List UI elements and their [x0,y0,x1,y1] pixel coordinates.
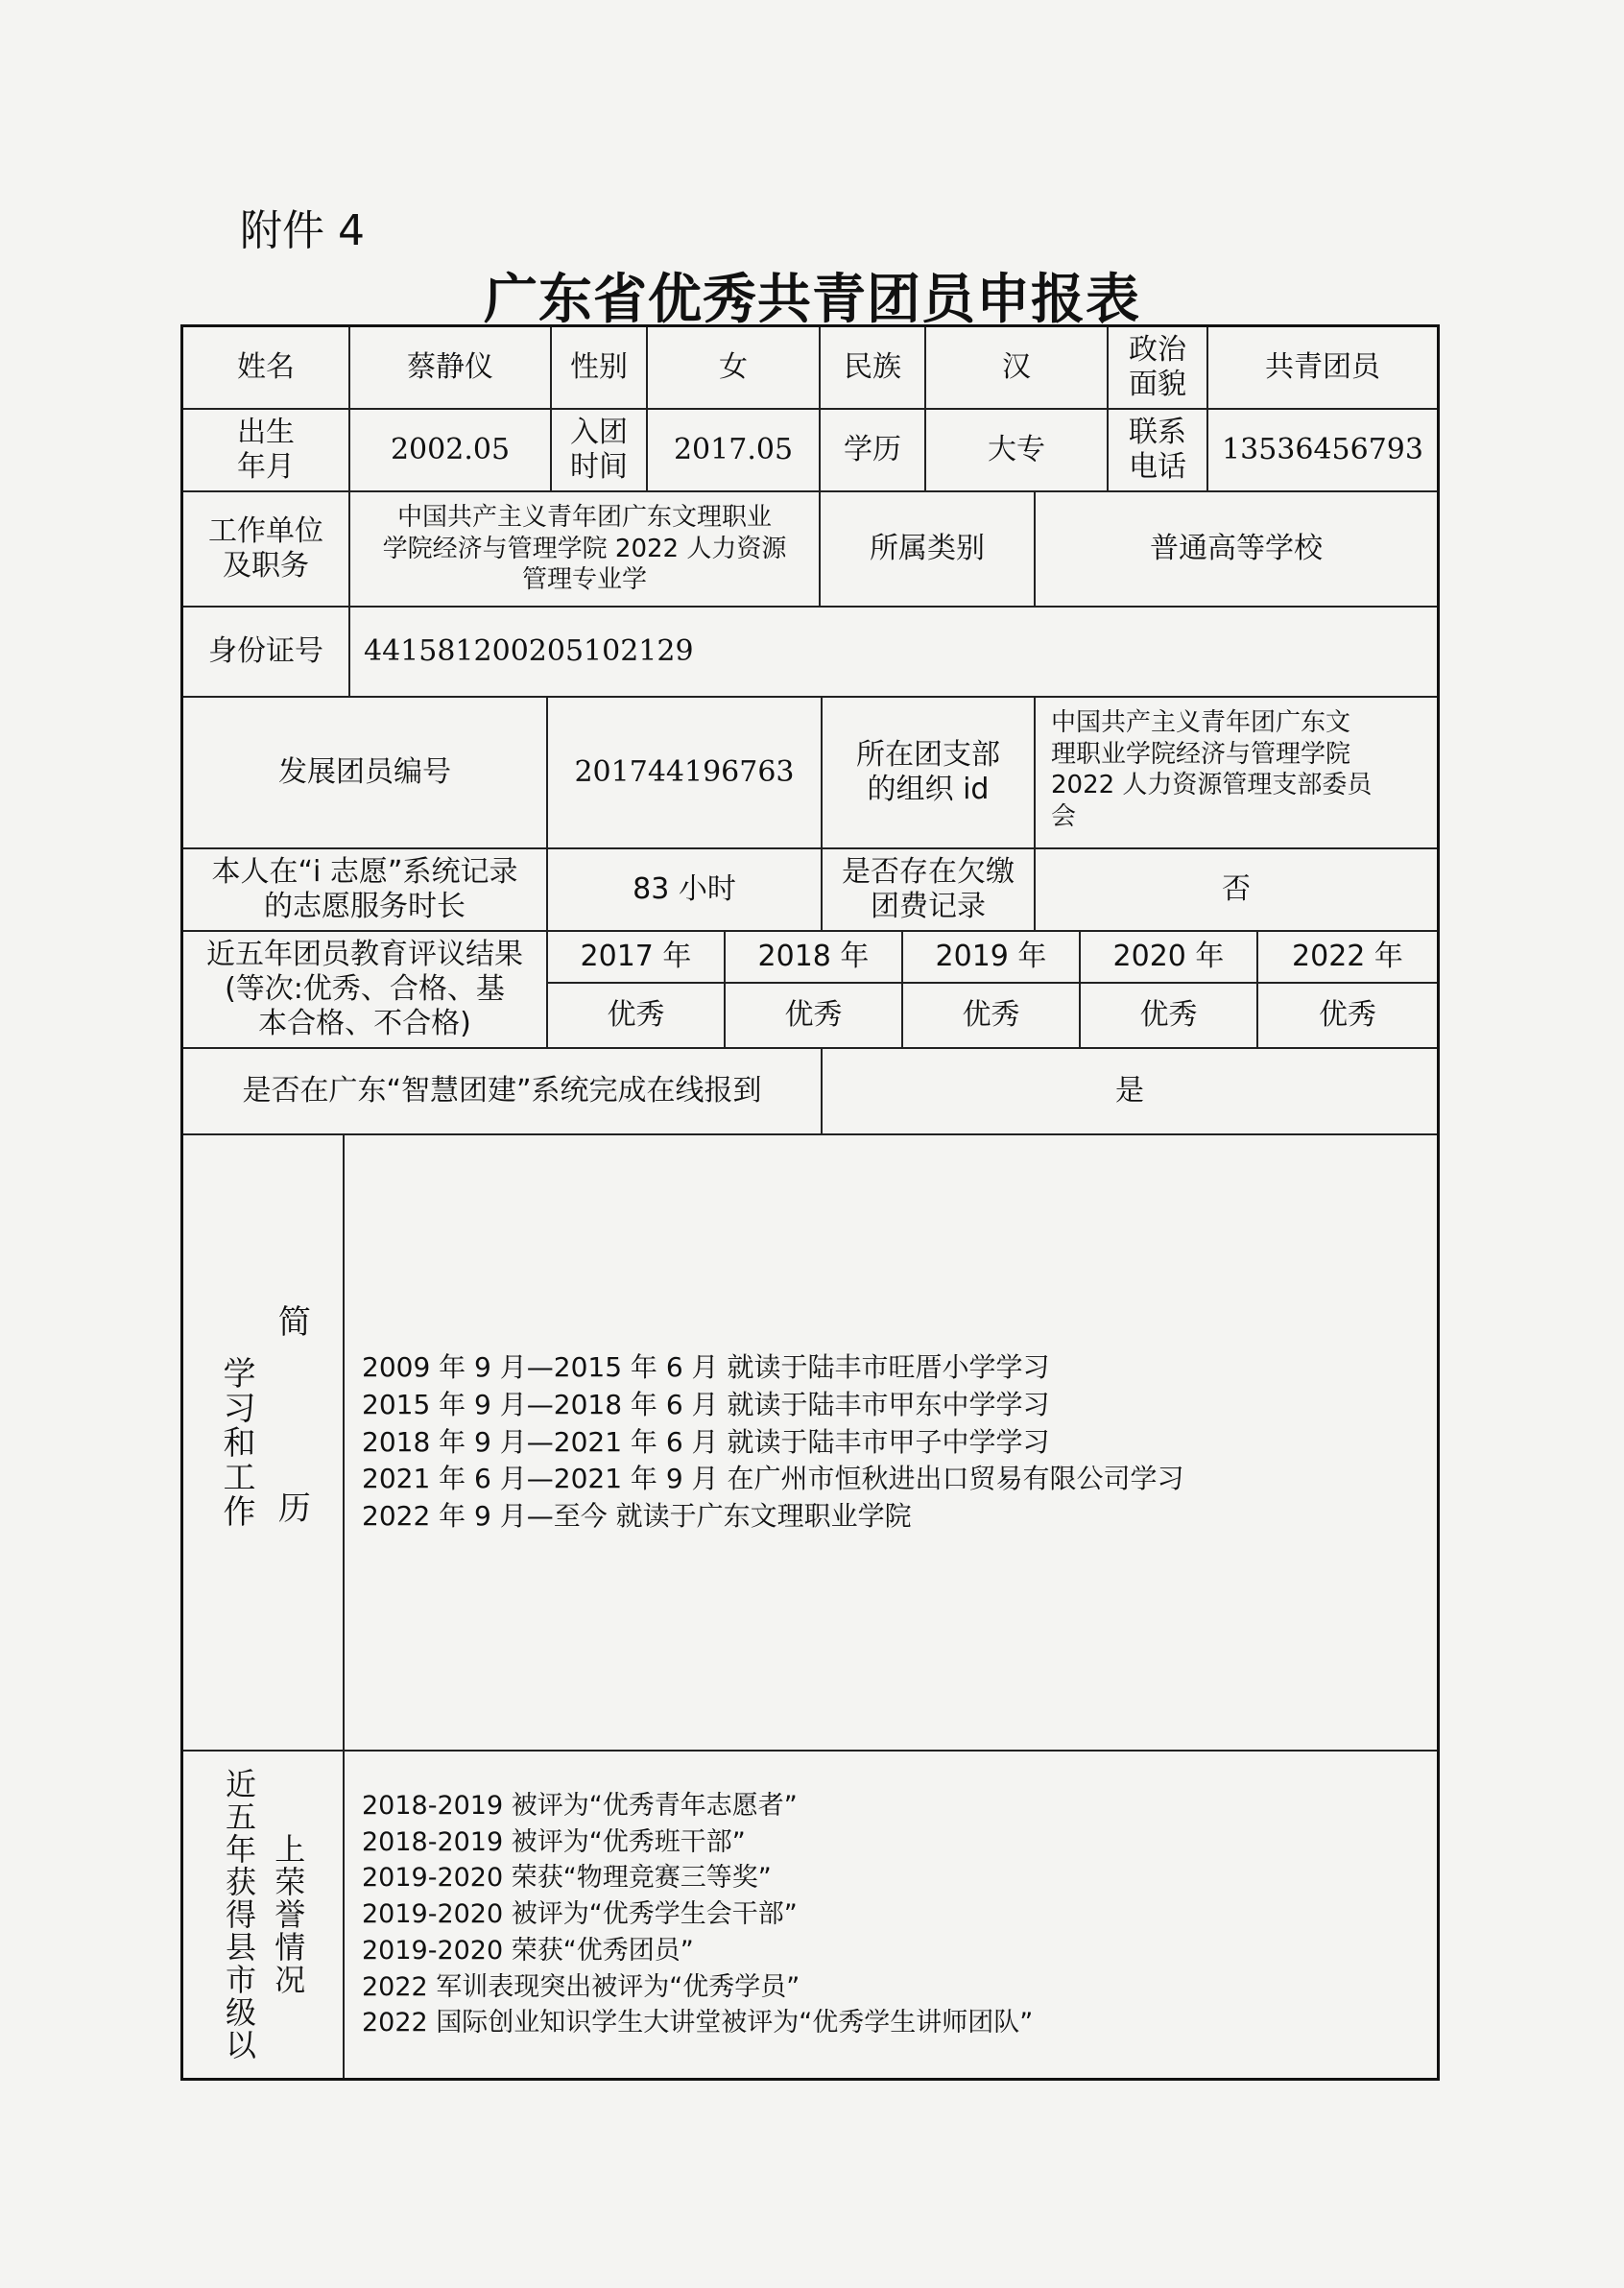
honors-label-right: 上荣誉情况 [270,1833,307,1996]
join-label [552,410,648,492]
evaluation-result: 优秀 [1258,984,1437,1049]
honor-item: 2018-2019 被评为“优秀青年志愿者” [362,1790,798,1821]
evaluation-year: 2020 年 [1081,932,1258,984]
evaluation-result: 优秀 [1081,984,1258,1049]
resume-content [345,1135,1437,1752]
political-label [1109,327,1208,410]
honors-label-left: 近五年获得县市级以 [221,1768,257,2062]
fee-label [823,849,1036,932]
form-title: 广东省优秀共青团员申报表 [484,268,1140,331]
resume-label-right: 简 历 [272,1304,311,1581]
checkin-label: 是否在广东“智慧团建”系统完成在线报到 [183,1049,823,1135]
evaluation-year: 2022 年 [1258,932,1437,984]
resume-label-left: 学习和工作 [217,1356,255,1529]
evaluation-result: 优秀 [903,984,1081,1049]
org-label-line1: 所在团支部 [856,738,1000,772]
work-value-line3: 管理专业学 [521,565,647,595]
birth-label-line1: 出生 [237,416,295,449]
work-label-line2: 及职务 [223,549,309,583]
work-label [183,492,350,608]
political-label-line1: 政治 [1129,333,1186,367]
application-form-table [180,324,1440,2081]
id-value: 441581200205102129 [350,608,1437,698]
org-value-line3: 2022 人力资源管理支部委员 [1051,771,1373,799]
honors-label [183,1752,345,2078]
political-label-line2: 面貌 [1129,368,1186,401]
volunteer-label [183,849,548,932]
checkin-value: 是 [823,1049,1437,1135]
gender-value: 女 [648,327,821,410]
join-label-line1: 入团 [570,416,628,449]
education-label: 学历 [821,410,926,492]
org-label [823,698,1036,849]
member-no-value: 201744196763 [548,698,823,849]
birth-label-line2: 年月 [237,450,295,484]
org-value-line1: 中国共产主义青年团广东文 [1051,708,1351,737]
join-label-line2: 时间 [570,450,628,484]
honor-item: 2019-2020 荣获“物理竞赛三等奖” [362,1863,772,1894]
work-value-line2: 学院经济与管理学院 2022 人力资源 [382,534,787,563]
honor-item: 2019-2020 被评为“优秀学生会干部” [362,1899,798,1930]
ethnicity-value: 汉 [926,327,1109,410]
volunteer-label-line2: 的志愿服务时长 [264,890,466,923]
phone-value: 13536456793 [1208,410,1437,492]
education-value: 大专 [926,410,1109,492]
gender-label: 性别 [552,327,648,410]
category-label: 所属类别 [821,492,1036,608]
work-label-line1: 工作单位 [208,514,323,548]
evaluation-year: 2018 年 [726,932,903,984]
member-no-label: 发展团员编号 [183,698,548,849]
fee-label-line2: 团费记录 [871,890,986,923]
evaluation-label-line1: 近五年团员教育评议结果 [206,938,523,971]
org-label-line2: 的组织 id [867,773,990,806]
resume-item: 2009 年 9 月—2015 年 6 月 就读于陆丰市旺厝小学学习 [362,1351,1050,1384]
org-value-line4: 会 [1051,801,1077,831]
evaluation-label [183,932,548,1049]
ethnicity-label: 民族 [821,327,926,410]
honor-item: 2019-2020 荣获“优秀团员” [362,1935,694,1966]
honor-item: 2022 国际创业知识学生大讲堂被评为“优秀学生讲师团队” [362,2008,1034,2038]
phone-label [1109,410,1208,492]
name-value: 蔡静仪 [350,327,552,410]
phone-label-line1: 联系 [1129,416,1186,449]
honors-content [345,1752,1437,2078]
name-label: 姓名 [183,327,350,410]
category-value: 普通高等学校 [1036,492,1437,608]
resume-item: 2022 年 9 月—至今 就读于广东文理职业学院 [362,1499,912,1532]
evaluation-label-line2: (等次:优秀、合格、基 [225,972,505,1006]
evaluation-result: 优秀 [548,984,726,1049]
honor-item: 2018-2019 被评为“优秀班干部” [362,1826,746,1857]
fee-label-line1: 是否存在欠缴 [842,855,1015,889]
birth-value: 2002.05 [350,410,552,492]
resume-item: 2018 年 9 月—2021 年 6 月 就读于陆丰市甲子中学学习 [362,1425,1050,1458]
org-value-line2: 理职业学院经济与管理学院 [1051,739,1351,769]
resume-item: 2015 年 9 月—2018 年 6 月 就读于陆丰市甲东中学学习 [362,1389,1050,1421]
political-value: 共青团员 [1208,327,1437,410]
evaluation-year: 2019 年 [903,932,1081,984]
id-label: 身份证号 [183,608,350,698]
attachment-label: 附件 4 [240,206,365,255]
volunteer-label-line1: 本人在“i 志愿”系统记录 [211,855,518,889]
resume-item: 2021 年 6 月—2021 年 9 月 在广州市恒秋进出口贸易有限公司学习 [362,1463,1184,1495]
fee-value: 否 [1036,849,1437,932]
evaluation-result: 优秀 [726,984,903,1049]
org-value [1036,698,1437,849]
work-value [350,492,821,608]
honor-item: 2022 军训表现突出被评为“优秀学员” [362,1971,800,2002]
phone-label-line2: 电话 [1129,450,1186,484]
evaluation-year: 2017 年 [548,932,726,984]
work-value-line1: 中国共产主义青年团广东文理职业 [396,503,772,533]
volunteer-value: 83 小时 [548,849,823,932]
birth-label [183,410,350,492]
resume-label [183,1135,345,1752]
evaluation-label-line3: 本合格、不合格) [258,1007,471,1040]
join-value: 2017.05 [648,410,821,492]
